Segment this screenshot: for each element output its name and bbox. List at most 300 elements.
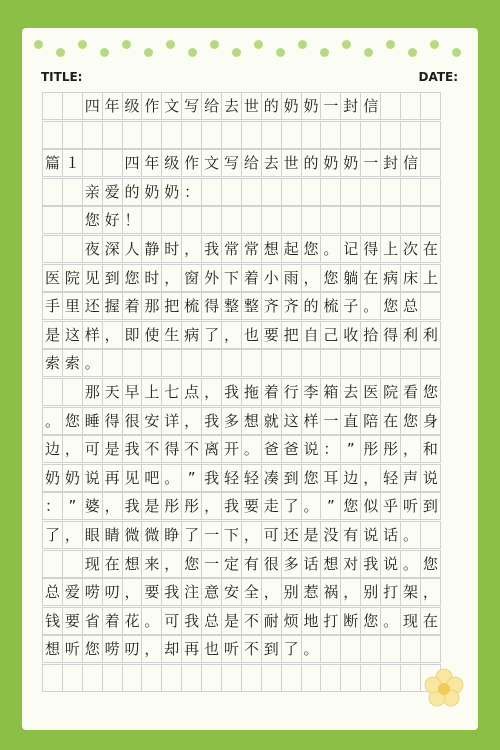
grid-cell: 梳 <box>320 292 341 320</box>
grid-cell: 得 <box>161 435 182 463</box>
grid-cell: 不 <box>241 607 262 635</box>
grid-cell: 的 <box>301 149 322 177</box>
grid-cell <box>420 92 441 120</box>
grid-cell: 那 <box>82 378 103 406</box>
decorative-dot <box>342 40 351 49</box>
grid-cell: 叨 <box>122 635 143 663</box>
grid-cell: 我 <box>221 378 242 406</box>
grid-cell: 了 <box>181 521 202 549</box>
grid-cell: 唠 <box>102 635 123 663</box>
grid-cell: 眼 <box>82 521 103 549</box>
grid-cell: 院 <box>380 378 401 406</box>
grid-cell: 给 <box>241 149 262 177</box>
grid-cell <box>380 635 401 663</box>
grid-cell: 现 <box>82 550 103 578</box>
grid-cell: 。 <box>301 635 322 663</box>
grid-cell <box>102 349 123 377</box>
grid-cell: 我 <box>221 492 242 520</box>
grid-cell <box>281 121 302 149</box>
grid-cell: 得 <box>102 407 123 435</box>
grid-cell <box>261 664 282 692</box>
grid-cell: 您 <box>301 464 322 492</box>
grid-cell <box>241 664 262 692</box>
grid-cell <box>420 349 441 377</box>
grid-cell: 您 <box>360 607 381 635</box>
grid-cell: 却 <box>161 635 182 663</box>
grid-cell: 年 <box>141 149 162 177</box>
grid-cell: 就 <box>261 407 282 435</box>
grid-cell: 省 <box>82 607 103 635</box>
grid-cell: 不 <box>141 435 162 463</box>
grid-cell <box>141 349 162 377</box>
grid-cell: 还 <box>82 292 103 320</box>
grid-cell: ” <box>340 435 361 463</box>
grid-cell: 不 <box>181 435 202 463</box>
grid-cell: ， <box>141 635 162 663</box>
decorative-dot <box>408 48 417 57</box>
grid-cell: ” <box>62 492 83 520</box>
grid-cell: ， <box>241 521 262 549</box>
grid-cell: 级 <box>122 92 143 120</box>
grid-cell: 身 <box>420 407 441 435</box>
grid-cell: 了 <box>42 521 63 549</box>
grid-cell: 床 <box>400 264 421 292</box>
decorative-dot <box>210 40 219 49</box>
grid-cell: 您 <box>82 635 103 663</box>
grid-cell: 封 <box>340 92 361 120</box>
grid-cell: 在 <box>420 235 441 263</box>
grid-cell: 直 <box>340 407 361 435</box>
grid-cell: 话 <box>301 550 322 578</box>
grid-cell: 听 <box>62 635 83 663</box>
grid-cell: 年 <box>102 92 123 120</box>
grid-cell: 见 <box>122 464 143 492</box>
grid-cell: ， <box>122 578 143 606</box>
grid-cell: 时 <box>161 235 182 263</box>
grid-cell: 总 <box>201 607 222 635</box>
grid-cell: ！ <box>122 206 143 234</box>
grid-cell: 上 <box>420 264 441 292</box>
grid-cell: 己 <box>320 321 341 349</box>
grid-cell <box>301 121 322 149</box>
grid-cell: 好 <box>102 206 123 234</box>
grid-cell <box>181 121 202 149</box>
grid-cell: 您 <box>420 550 441 578</box>
grid-cell: 您 <box>82 206 103 234</box>
grid-cell <box>400 206 421 234</box>
decorative-dot <box>232 48 241 57</box>
grid-cell: 样 <box>301 407 322 435</box>
grid-cell <box>420 178 441 206</box>
grid-cell: 得 <box>201 292 222 320</box>
grid-cell: 凑 <box>261 464 282 492</box>
decorative-dot <box>166 40 175 49</box>
grid-cell: 现 <box>400 607 421 635</box>
grid-cell: 。 <box>241 435 262 463</box>
grid-cell <box>281 664 302 692</box>
grid-cell <box>320 121 341 149</box>
grid-cell: 。 <box>161 464 182 492</box>
grid-cell: 说 <box>360 521 381 549</box>
grid-cell: 您 <box>181 550 202 578</box>
grid-cell: 这 <box>62 321 83 349</box>
grid-cell <box>42 550 63 578</box>
grid-cell: 索 <box>62 349 83 377</box>
grid-cell: 子 <box>340 292 361 320</box>
decorative-dot <box>122 40 131 49</box>
grid-cell: 不 <box>241 635 262 663</box>
grid-cell <box>122 121 143 149</box>
grid-cell: 祸 <box>320 578 341 606</box>
grid-cell: 到 <box>281 464 302 492</box>
grid-cell: 。 <box>360 292 381 320</box>
grid-cell <box>380 206 401 234</box>
grid-cell: 还 <box>281 521 302 549</box>
grid-cell: 花 <box>122 607 143 635</box>
grid-cell <box>380 121 401 149</box>
grid-cell: 也 <box>241 321 262 349</box>
grid-cell: ， <box>62 435 83 463</box>
grid-cell: 整 <box>241 292 262 320</box>
grid-cell: 对 <box>340 550 361 578</box>
grid-cell: 再 <box>102 464 123 492</box>
grid-cell: 轻 <box>241 464 262 492</box>
grid-cell <box>141 121 162 149</box>
grid-cell: 要 <box>141 578 162 606</box>
grid-cell: 。 <box>320 235 341 263</box>
grid-cell: ， <box>181 235 202 263</box>
grid-cell: 写 <box>221 149 242 177</box>
grid-cell: 您 <box>340 492 361 520</box>
grid-row <box>42 121 460 149</box>
grid-cell: ， <box>201 378 222 406</box>
grid-cell <box>400 349 421 377</box>
grid-cell: 把 <box>281 321 302 349</box>
grid-cell: 梳 <box>181 292 202 320</box>
grid-cell: 着 <box>102 607 123 635</box>
grid-cell: ， <box>161 550 182 578</box>
grid-cell: 记 <box>340 235 361 263</box>
grid-cell: 世 <box>281 149 302 177</box>
grid-cell: 是 <box>102 435 123 463</box>
grid-cell: 生 <box>161 321 182 349</box>
grid-cell <box>62 206 83 234</box>
grid-cell: 七 <box>161 378 182 406</box>
grid-cell <box>62 378 83 406</box>
grid-cell: 点 <box>181 378 202 406</box>
grid-cell: ， <box>420 578 441 606</box>
grid-cell: 彤 <box>380 435 401 463</box>
grid-cell: 文 <box>201 149 222 177</box>
grid-cell: ， <box>102 321 123 349</box>
grid-cell: 我 <box>122 435 143 463</box>
grid-cell: 把 <box>161 292 182 320</box>
grid-cell <box>261 178 282 206</box>
grid-cell: 开 <box>221 435 242 463</box>
grid-cell: ， <box>161 264 182 292</box>
grid-cell: 李 <box>301 378 322 406</box>
grid-cell: 听 <box>400 492 421 520</box>
grid-cell: 是 <box>42 321 63 349</box>
grid-cell: 整 <box>221 292 242 320</box>
grid-cell: 在 <box>360 264 381 292</box>
grid-cell: 样 <box>82 321 103 349</box>
grid-cell <box>102 121 123 149</box>
decorative-dot <box>56 48 65 57</box>
grid-cell: 一 <box>201 550 222 578</box>
grid-cell: 病 <box>380 264 401 292</box>
grid-row <box>42 435 460 463</box>
grid-cell: 总 <box>400 292 421 320</box>
grid-cell: 打 <box>380 578 401 606</box>
grid-cell: 想 <box>122 550 143 578</box>
grid-cell: 您 <box>380 292 401 320</box>
grid-cell: 窗 <box>181 264 202 292</box>
grid-cell: 地 <box>301 607 322 635</box>
grid-cell: 钱 <box>42 607 63 635</box>
grid-row <box>42 92 460 120</box>
decorative-dot <box>78 40 87 49</box>
grid-cell: 夜 <box>82 235 103 263</box>
grid-cell: 奶 <box>320 149 341 177</box>
grid-cell: ” <box>181 464 202 492</box>
grid-cell <box>201 664 222 692</box>
grid-cell: 病 <box>181 321 202 349</box>
grid-cell <box>161 349 182 377</box>
grid-cell: 陪 <box>360 407 381 435</box>
grid-cell: 着 <box>261 378 282 406</box>
grid-cell <box>420 121 441 149</box>
grid-cell: 拖 <box>241 378 262 406</box>
grid-cell <box>122 349 143 377</box>
grid-cell <box>340 664 361 692</box>
grid-cell: 去 <box>261 149 282 177</box>
grid-cell: ， <box>340 578 361 606</box>
grid-cell: 索 <box>42 349 63 377</box>
grid-cell <box>122 664 143 692</box>
grid-cell <box>62 92 83 120</box>
grid-cell: 很 <box>122 407 143 435</box>
grid-row <box>42 378 460 406</box>
decorative-dot <box>34 40 43 49</box>
grid-cell: 我 <box>181 607 202 635</box>
grid-cell: ， <box>221 321 242 349</box>
grid-cell: 收 <box>340 321 361 349</box>
grid-cell: 轻 <box>221 464 242 492</box>
grid-cell: 。 <box>42 407 63 435</box>
grid-cell: 轻 <box>380 464 401 492</box>
grid-cell: 和 <box>420 435 441 463</box>
grid-cell: 别 <box>360 578 381 606</box>
grid-cell: 定 <box>221 550 242 578</box>
grid-cell: 四 <box>82 92 103 120</box>
grid-cell <box>221 178 242 206</box>
grid-cell: 到 <box>102 264 123 292</box>
grid-row <box>42 550 460 578</box>
grid-cell: 是 <box>221 607 242 635</box>
grid-cell: 常 <box>221 235 242 263</box>
grid-cell: 彤 <box>360 435 381 463</box>
grid-cell: 去 <box>340 378 361 406</box>
grid-cell: 惹 <box>301 578 322 606</box>
grid-row <box>42 664 460 692</box>
grid-cell <box>181 664 202 692</box>
grid-cell: 利 <box>400 321 421 349</box>
grid-cell: 想 <box>241 407 262 435</box>
grid-cell: 信 <box>400 149 421 177</box>
decorative-dot <box>298 40 307 49</box>
decorative-dot-border <box>30 38 470 60</box>
grid-cell <box>62 664 83 692</box>
grid-cell: 利 <box>420 321 441 349</box>
grid-row <box>42 321 460 349</box>
grid-cell: 别 <box>281 578 302 606</box>
grid-cell: 奶 <box>42 464 63 492</box>
grid-cell: 我 <box>122 492 143 520</box>
grid-cell: 篇 <box>42 149 63 177</box>
grid-cell <box>141 664 162 692</box>
grid-cell: 彤 <box>161 492 182 520</box>
grid-cell: 。 <box>301 492 322 520</box>
grid-cell <box>301 664 322 692</box>
grid-cell: 想 <box>42 635 63 663</box>
grid-cell: ： <box>42 492 63 520</box>
grid-cell: 了 <box>281 635 302 663</box>
grid-cell: 注 <box>181 578 202 606</box>
grid-cell: 小 <box>261 264 282 292</box>
grid-cell: 上 <box>380 235 401 263</box>
grid-cell: 要 <box>241 492 262 520</box>
writing-grid <box>42 92 460 692</box>
grid-cell: 您 <box>420 378 441 406</box>
grid-cell <box>420 635 441 663</box>
grid-cell: 打 <box>320 607 341 635</box>
grid-cell: ， <box>102 492 123 520</box>
grid-cell: 睡 <box>82 407 103 435</box>
grid-cell: 再 <box>181 635 202 663</box>
decorative-dot <box>452 48 461 57</box>
grid-row <box>42 607 460 635</box>
date-label: DATE: <box>418 70 458 84</box>
grid-cell <box>161 206 182 234</box>
grid-cell: 拾 <box>360 321 381 349</box>
grid-cell: 着 <box>241 264 262 292</box>
grid-cell: 里 <box>62 292 83 320</box>
grid-cell: 断 <box>340 607 361 635</box>
grid-cell: 自 <box>301 321 322 349</box>
grid-cell <box>241 206 262 234</box>
grid-cell <box>360 664 381 692</box>
grid-cell: 上 <box>141 378 162 406</box>
grid-cell: 多 <box>221 407 242 435</box>
grid-cell: 给 <box>201 92 222 120</box>
grid-cell: 到 <box>261 635 282 663</box>
grid-cell: 。 <box>400 550 421 578</box>
grid-cell <box>281 206 302 234</box>
grid-cell: 信 <box>360 92 381 120</box>
grid-cell <box>82 149 103 177</box>
grid-cell: 使 <box>141 321 162 349</box>
grid-cell <box>301 206 322 234</box>
grid-row <box>42 407 460 435</box>
grid-cell: ， <box>181 407 202 435</box>
grid-cell: 可 <box>82 435 103 463</box>
grid-cell: 静 <box>141 235 162 263</box>
grid-cell: 离 <box>201 435 222 463</box>
grid-cell: 去 <box>221 92 242 120</box>
grid-cell <box>42 92 63 120</box>
grid-cell: 想 <box>261 235 282 263</box>
grid-cell <box>261 121 282 149</box>
grid-cell: 也 <box>201 635 222 663</box>
grid-cell <box>82 121 103 149</box>
grid-cell: 可 <box>261 521 282 549</box>
decorative-dot <box>144 48 153 57</box>
grid-cell: 吧 <box>141 464 162 492</box>
decorative-dot <box>430 40 439 49</box>
grid-cell: 在 <box>420 607 441 635</box>
grid-cell: 唠 <box>82 578 103 606</box>
grid-cell <box>301 178 322 206</box>
grid-cell: 了 <box>201 321 222 349</box>
grid-cell: 手 <box>42 292 63 320</box>
grid-row <box>42 492 460 520</box>
grid-cell: 握 <box>102 292 123 320</box>
grid-cell <box>181 349 202 377</box>
grid-cell: 看 <box>400 378 421 406</box>
grid-cell <box>62 121 83 149</box>
grid-cell: 。 <box>380 607 401 635</box>
grid-cell <box>320 178 341 206</box>
grid-cell: 。 <box>82 349 103 377</box>
grid-cell: 叨 <box>102 578 123 606</box>
grid-cell: 院 <box>62 264 83 292</box>
grid-cell <box>102 149 123 177</box>
grid-cell: 声 <box>400 464 421 492</box>
grid-cell: ： <box>320 435 341 463</box>
grid-cell: 一 <box>320 92 341 120</box>
grid-cell: 意 <box>201 578 222 606</box>
grid-cell: 走 <box>261 492 282 520</box>
grid-cell <box>221 349 242 377</box>
grid-cell <box>380 92 401 120</box>
grid-cell <box>380 664 401 692</box>
grid-cell: 边 <box>340 464 361 492</box>
grid-cell: 您 <box>301 235 322 263</box>
grid-cell: 微 <box>122 521 143 549</box>
grid-row <box>42 149 460 177</box>
decorative-dot <box>320 48 329 57</box>
grid-cell <box>201 206 222 234</box>
grid-cell: 医 <box>360 378 381 406</box>
grid-cell: 边 <box>42 435 63 463</box>
grid-cell: 微 <box>141 521 162 549</box>
grid-cell: 文 <box>161 92 182 120</box>
grid-cell: 奶 <box>161 178 182 206</box>
grid-cell: 一 <box>201 521 222 549</box>
grid-cell <box>360 635 381 663</box>
grid-cell: 我 <box>360 550 381 578</box>
grid-cell: 级 <box>161 149 182 177</box>
grid-cell: 您 <box>62 407 83 435</box>
grid-cell: ， <box>360 464 381 492</box>
grid-cell <box>360 206 381 234</box>
grid-cell <box>400 664 421 692</box>
grid-cell: 时 <box>141 264 162 292</box>
grid-cell <box>281 178 302 206</box>
grid-cell: 那 <box>141 292 162 320</box>
grid-cell: 次 <box>400 235 421 263</box>
